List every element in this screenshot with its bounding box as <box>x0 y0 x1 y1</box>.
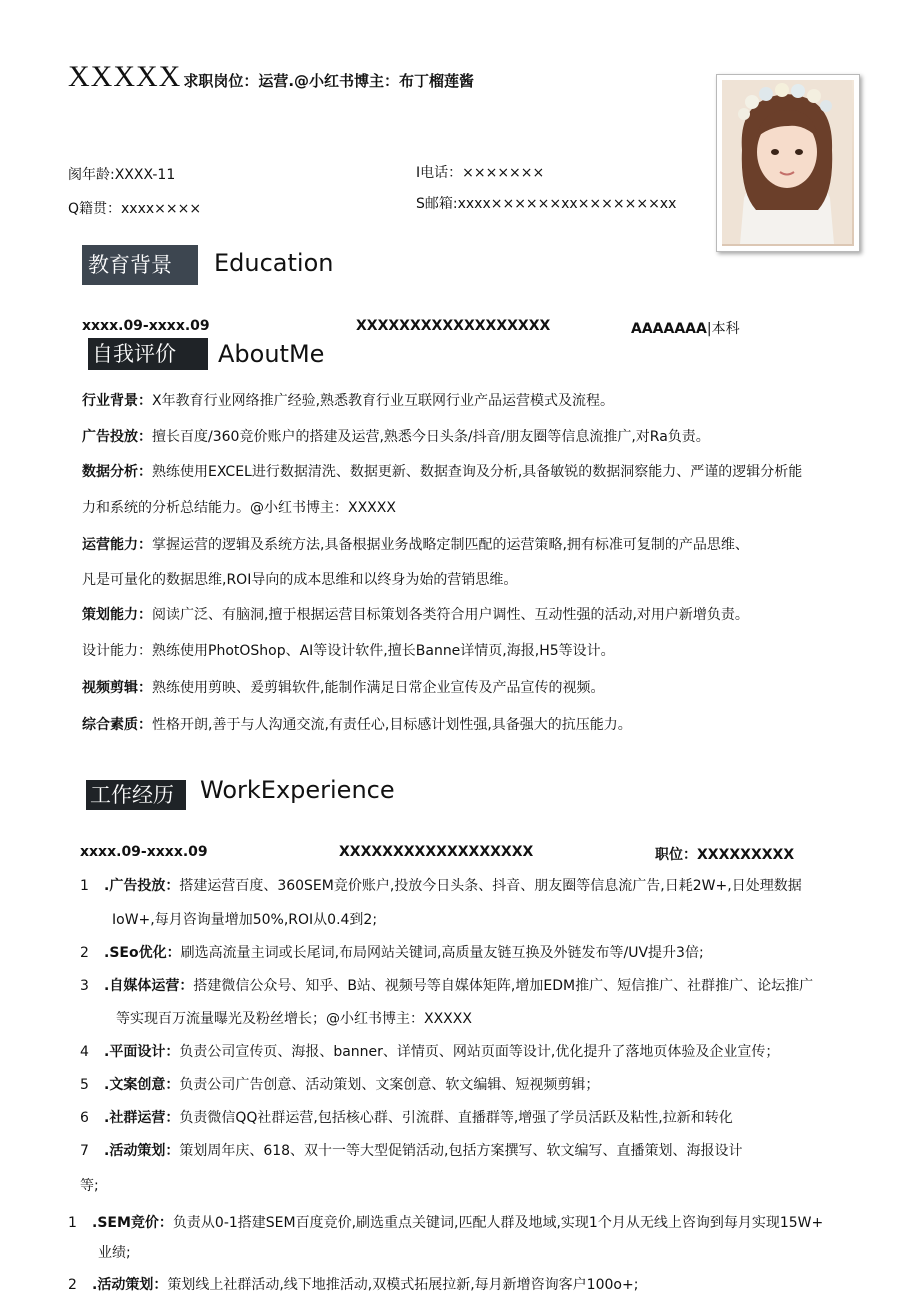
work-line-key: .自媒体运营： <box>104 978 194 994</box>
work-line-text: 等; <box>80 1178 99 1194</box>
about-item-key: 策划能力： <box>82 607 152 623</box>
education-school: XXXXXXXXXXXXXXXXXX <box>356 318 551 334</box>
work-line-key: .活动策划： <box>104 1143 180 1159</box>
work-line-number: 1 <box>68 1215 77 1231</box>
about-item-design <box>82 640 615 660</box>
about-item-ops-cont <box>82 569 517 589</box>
about-item-data-cont <box>82 497 396 517</box>
work-line-key: .活动策划： <box>92 1277 168 1293</box>
work-line-cont <box>112 909 377 929</box>
about-section-label: 自我评价 <box>88 338 208 370</box>
education-section-label: 教育背景 <box>82 245 198 285</box>
job-objective: 求职岗位：运营.@小红书博主：布丁榴莲酱 <box>183 72 475 90</box>
education-degree: 本科 <box>711 321 740 337</box>
about-item-text: 熟练使用剪映、爰剪辑软件,能制作满足日常企业宣传及产品宣传的视频。 <box>152 680 605 696</box>
work-line-text: 负责公司广告创意、活动策划、文案创意、软文编辑、短视频剪辑； <box>179 1077 600 1093</box>
work-section-title: WorkExperience <box>200 776 395 804</box>
work-line <box>68 1212 823 1232</box>
education-section-title: Education <box>214 249 334 277</box>
work-line-key: .社群运营： <box>104 1110 180 1126</box>
about-item-video <box>82 677 604 697</box>
work-line-number: 5 <box>80 1077 89 1093</box>
about-item-text: 设计能力：熟练使用PhotOShop、AI等设计软件,擅长Banne详情页,海报,H5等设计。 <box>82 643 615 659</box>
work-position: 职位：XXXXXXXXX <box>655 847 795 863</box>
work-line <box>80 1041 779 1061</box>
work-line-key: .SEM竞价： <box>92 1215 173 1231</box>
work-line-key: .文案创意： <box>104 1077 180 1093</box>
about-item-text: 熟练使用EXCEL进行数据清洗、数据更新、数据查询及分析,具备敏锐的数据洞察能力、严谨的逻辑分析能 <box>152 464 803 480</box>
education-major-degree <box>631 318 740 338</box>
work-line-number: 2 <box>80 945 89 961</box>
phone-field: I电话：××××××× <box>416 165 545 181</box>
separator: | <box>706 321 712 337</box>
work-line-number: 1 <box>80 878 89 894</box>
profile-photo <box>716 74 860 252</box>
candidate-name: XXXXX <box>68 60 182 93</box>
about-item-key: 视频剪辑： <box>82 680 152 696</box>
about-item-key: 数据分析： <box>82 464 152 480</box>
education-period: xxxx.09-xxxx.09 <box>82 318 210 334</box>
work-period: xxxx.09-xxxx.09 <box>80 844 208 860</box>
work-line-text: 负责从0-1搭建SEM百度竞价,刷选重点关键词,匹配人群及地域,实现1个月从无线上咨询到每月实现15W+ <box>172 1215 824 1231</box>
work-line-number: 3 <box>80 978 89 994</box>
work-line-text: 策划线上社群活动,线下地推活动,双模式拓展拉新,每月新增咨询客户100o+; <box>167 1277 639 1293</box>
work-line-number: 6 <box>80 1110 89 1126</box>
work-line-text: 业绩; <box>98 1245 131 1261</box>
about-item-key: 行业背景： <box>82 393 152 409</box>
work-line <box>80 1107 733 1127</box>
about-item-text: X年教育行业网络推广经验,熟悉教育行业互联网行业产品运营模式及流程。 <box>152 393 615 409</box>
work-line-cont <box>98 1242 131 1262</box>
portrait-illustration <box>722 80 852 244</box>
email-field: S邮箱:xxxx××××××xx×××××××xx <box>416 196 677 212</box>
work-line <box>68 1274 638 1294</box>
work-line <box>80 975 813 995</box>
about-item-text: 凡是可量化的数据思维,ROI导向的成本思维和以终身为始的营销思维。 <box>82 572 518 588</box>
work-line <box>80 875 802 895</box>
work-line-number: 2 <box>68 1277 77 1293</box>
work-line-text: 等实现百万流量曝光及粉丝增长；@小红书博主：XXXXX <box>116 1011 472 1027</box>
about-item-text: 阅读广泛、有脑洞,擅于根据运营目标策划各类符合用户调性、互动性强的活动,对用户新增负责。 <box>152 607 749 623</box>
work-line <box>80 1074 599 1094</box>
about-item-ads <box>82 426 710 446</box>
about-item-text: 力和系统的分析总结能力。@小红书博主：XXXXX <box>82 500 396 516</box>
work-line-key: .广告投放： <box>104 878 180 894</box>
about-item-data <box>82 461 802 481</box>
about-item-planning <box>82 604 749 624</box>
work-section-label: 工作经历 <box>86 780 186 810</box>
age-field: 阂年龄:XXXX-11 <box>68 167 176 183</box>
work-line-text: 刷选高流量主词或长尾词,布局网站关键词,高质量友链互换及外链发布等/UV提升3倍; <box>180 945 704 961</box>
portrait-image <box>722 80 854 246</box>
header <box>68 60 474 94</box>
about-item-industry <box>82 390 614 410</box>
about-item-key: 运营能力： <box>82 537 152 553</box>
education-major: AAAAAAA <box>631 321 707 337</box>
work-company: XXXXXXXXXXXXXXXXXX <box>339 844 534 860</box>
work-line-text: 策划周年庆、618、双十一等大型促销活动,包括方案撰写、软文编写、直播策划、海报设计 <box>179 1143 743 1159</box>
work-line-cont <box>116 1008 472 1028</box>
about-item-ops <box>82 534 749 554</box>
work-line-cont <box>80 1175 99 1195</box>
work-line-number: 4 <box>80 1044 89 1060</box>
work-line-key: .SEo优化： <box>104 945 181 961</box>
work-line-text: 搭建微信公众号、知乎、B站、视频号等自媒体矩阵,增加EDM推广、短信推广、社群推广、论坛推广 <box>193 978 814 994</box>
about-section-title: AboutMe <box>218 340 325 368</box>
work-line-key: .平面设计： <box>104 1044 180 1060</box>
about-item-text: 性格开朗,善于与人沟通交流,有责任心,目标感计划性强,具备强大的抗压能力。 <box>152 717 632 733</box>
work-line-text: 搭建运营百度、360SEM竞价账户,投放今日头条、抖音、朋友圈等信息流广告,日耗2W+,日处理数据 <box>179 878 802 894</box>
work-line <box>80 1140 743 1160</box>
work-line-text: 负责公司宣传页、海报、banner、详情页、网站页面等设计,优化提升了落地页体验及企业宣传； <box>179 1044 780 1060</box>
hometown-field: Q籍贯：xxxx×××× <box>68 201 202 217</box>
about-item-quality <box>82 714 632 734</box>
work-line <box>80 942 704 962</box>
work-line-number: 7 <box>80 1143 89 1159</box>
work-line-text: IoW+,每月咨询量增加50%,ROI从0.4到2; <box>112 912 378 928</box>
about-item-key: 广告投放： <box>82 429 152 445</box>
work-line-text: 负责微信QQ社群运营,包括核心群、引流群、直播群等,增强了学员活跃及粘性,拉新和转化 <box>179 1110 733 1126</box>
about-item-text: 掌握运营的逻辑及系统方法,具备根据业务战略定制匹配的运营策略,拥有标准可复制的产品思维、 <box>152 537 749 553</box>
about-item-text: 擅长百度/360竞价账户的搭建及运营,熟悉今日头条/抖音/朋友圈等信息流推广,对Ra负责。 <box>152 429 710 445</box>
about-item-key: 综合素质： <box>82 717 152 733</box>
